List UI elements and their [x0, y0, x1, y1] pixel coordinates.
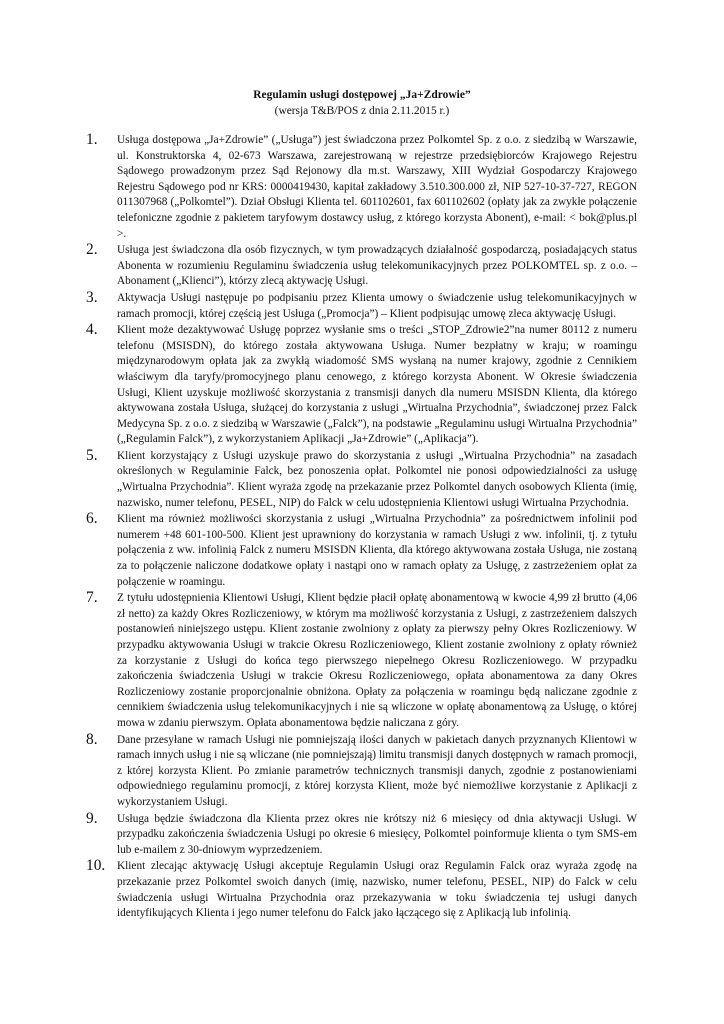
- item-text: Klient może dezaktywować Usługę poprzez wysłanie sms o treści „STOP_Zdrowie2”na numer 80112 z numeru telefonu (MSISDN), do którego została aktywowana Usługa. Numer bezpłatny w kraju; w roamingu międzynarodowym opłata jak za zwykłą wiadomość SMS wysłaną na numer krajowy, zgodnie z Cennikiem właściwym dla taryfy/promocyjnego planu cenowego, z którego korzysta Abonent. W Okresie świadczenia Usługi, Klient uzyskuje możliwość skorzystania z transmisji danych dla numeru MSISDN Klienta, dla którego aktywowana została Usługa, służącej do korzystania z usługi „Wirtualna Przychodnia”, świadczonej przez Falck Medycyna Sp. z o.o. z siedzibą w Warszawie („Falck”), na podstawie „Regulaminu usługi Wirtualna Przychodnia” („Regulamin Falck”), z wykorzystaniem Aplikacji „Ja+Zdrowie” („Aplikacja”).: [117, 324, 637, 446]
- item-number: 4.: [86, 321, 98, 339]
- item-text: Usługa dostępowa „Ja+Zdrowie” („Usługa”) jest świadczona przez Polkomtel Sp. z o.o. z siedzibą w Warszawie, ul. Konstruktorska 4, 02-673 Warszawa, zarejestrowaną w rejestrze przedsiębiorców Krajowego Rejestru Sądowego prowadzonym przez Sąd Rejonowy dla m.st. Warszawy, XIII Wydział Gospodarczy Krajowego Rejestru Sądowego pod nr KRS: 0000419430, kapitał zakładowy 3.510.300.000 zł, NIP 527-10-37-727, REGON 011307968 („Polkomtel”). Dział Obsługi Klienta tel. 601102601, fax 601102602 (opłaty jak za zwykłe połączenie telefoniczne zgodnie z pakietem taryfowym dostawcy usług, z którego korzysta Abonent), e-mail: < bok@plus.pl >.: [117, 134, 637, 240]
- item-text: Klient zlecając aktywację Usługi akceptuje Regulamin Usługi oraz Regulamin Falck oraz wyraża zgodę na przekazanie przez Polkomtel swoich danych (imię, nazwisko, numer telefonu, PESEL, NIP) do Falck w celu świadczenia usługi Wirtualna Przychodnia oraz przekazywania w toku świadczenia tej usługi danych identyfikujących Klienta i jego numer telefonu do Falck jako łączącego się z Aplikacją lub infolinią.: [117, 860, 637, 920]
- regulation-item-5: [86, 446, 637, 511]
- item-text: Klient ma również możliwości skorzystania z usługi „Wirtualna Przychodnia” za pośrednictwem infolinii pod numerem +48 601-100-500. Klient jest uprawniony do korzystania w ramach Usługi z ww. infolinii, tj. z tytułu połączenia z ww. infolinią Falck z numeru MSISDN Klienta, dla którego aktywowana została Usługa, nie zostaną za to połączenie naliczone dodatkowe opłaty i nastąpi ono w ramach opłaty za Usługę, z zastrzeżeniem opłat za połączenie w roamingu.: [117, 513, 637, 588]
- regulation-item-2: [86, 243, 637, 290]
- item-text: Z tytułu udostępnienia Klientowi Usługi, Klient będzie płacił opłatę abonamentową w kwocie 4,99 zł brutto (4,06 zł netto) za każdy Okres Rozliczeniowy, w którym ma możliwość korzystania z Usługi, z zastrzeżeniem dalszych postanowień niniejszego ustępu. Klient zostanie zwolniony z opłaty za pierwszy pełny Okres Rozliczeniowy. W przypadku aktywowania Usługi w trakcie Okresu Rozliczeniowego, Klient zostanie zwolniony z opłaty również za korzystanie z Usługi do końca tego pierwszego niepełnego Okresu Rozliczeniowego. W przypadku zakończenia świadczenia Usługi w trakcie Okresu Rozliczeniowego, opłata abonamentowa za dany Okres Rozliczeniowy zostanie proporcjonalnie obniżona. Opłaty za połączenia w roamingu będą naliczane zgodnie z cennikiem świadczenia usług telekomunikacyjnych i nie są wliczone w opłatę abonamentową za Usługę, o której mowa w zdaniu pierwszym. Opłata abonamentowa będzie naliczana z góry.: [117, 592, 637, 729]
- document-subtitle: (wersja T&B/POS z dnia 2.11.2015 r.): [274, 105, 450, 117]
- regulation-item-9: [86, 809, 637, 859]
- regulation-item-1: [86, 133, 637, 242]
- item-number: 6.: [86, 510, 98, 528]
- regulation-list: [86, 133, 637, 923]
- item-number: 9.: [86, 809, 98, 827]
- item-number: 2.: [86, 241, 98, 259]
- regulation-item-10: [86, 859, 637, 921]
- item-number: 7.: [86, 589, 98, 607]
- item-number: 3.: [86, 288, 98, 306]
- item-text: Klient korzystający z Usługi uzyskuje prawo do skorzystania z usługi „Wirtualna Przychodnia” na zasadach określonych w Regulaminie Falck, bez ponoszenia opłat. Polkomtel nie ponosi odpowiedzialności za usługę „Wirtualna Przychodnia”. Klient wyraża zgodę na przekazanie przez Polkomtel danych osobowych Klienta (imię, nazwisko, numer telefonu, PESEL, NIP) do Falck w celu udostępnienia Klientowi usługi Wirtualna Przychodnia.: [117, 449, 637, 509]
- item-text: Usługa będzie świadczona dla Klienta przez okres nie krótszy niż 6 miesięcy od dnia aktywacji Usługi. W przypadku zakończenia świadczenia Usługi po okresie 6 miesięcy, Polkomtel poinformuje klienta o tym SMS-em lub e-mailem z 30-dniowym wyprzedzeniem.: [117, 812, 637, 856]
- regulation-item-6: [86, 512, 637, 590]
- item-number: 5.: [86, 446, 98, 464]
- regulation-item-8: [86, 730, 637, 811]
- item-number: 1.: [86, 131, 98, 148]
- item-number: 8.: [86, 730, 98, 748]
- item-text: Aktywacja Usługi następuje po podpisaniu przez Klienta umowy o świadczenie usług telekomunikacyjnych w ramach promocji, której częścią jest Usługa („Promocja”) – Klient podpisując umowę zleca aktywację Usługi.: [117, 291, 637, 320]
- document-title: Regulamin usługi dostępowej „Ja+Zdrowie”: [253, 89, 471, 101]
- item-text: Usługa jest świadczona dla osób fizycznych, w tym prowadzących działalność gospodarczą, posiadających status Abonenta w rozumieniu Regulaminu świadczenia usług telekomunikacyjnych przez POLKOMTEL sp. z o.o. – Abonament („Klienci”), którzy zlecą aktywację Usługi.: [117, 244, 637, 288]
- item-text: Dane przesyłane w ramach Usługi nie pomniejszają ilości danych w pakietach danych przyznanych Klientowi w ramach innych usług i nie są wliczane (nie pomniejszają) limitu transmisji danych dostępnych w ramach promocji, z której korzysta Klient. Po zmianie parametrów technicznych transmisji danych, zgodnie z postanowieniami odpowiedniego regulaminu promocji, z której korzysta Klient, może być niemożliwe korzystanie z Aplikacji z wykorzystaniem Usługi.: [117, 733, 637, 808]
- item-number: 10.: [86, 857, 106, 875]
- regulation-item-4: [86, 323, 637, 448]
- regulation-item-3: [86, 288, 637, 322]
- regulation-item-7: [86, 591, 637, 731]
